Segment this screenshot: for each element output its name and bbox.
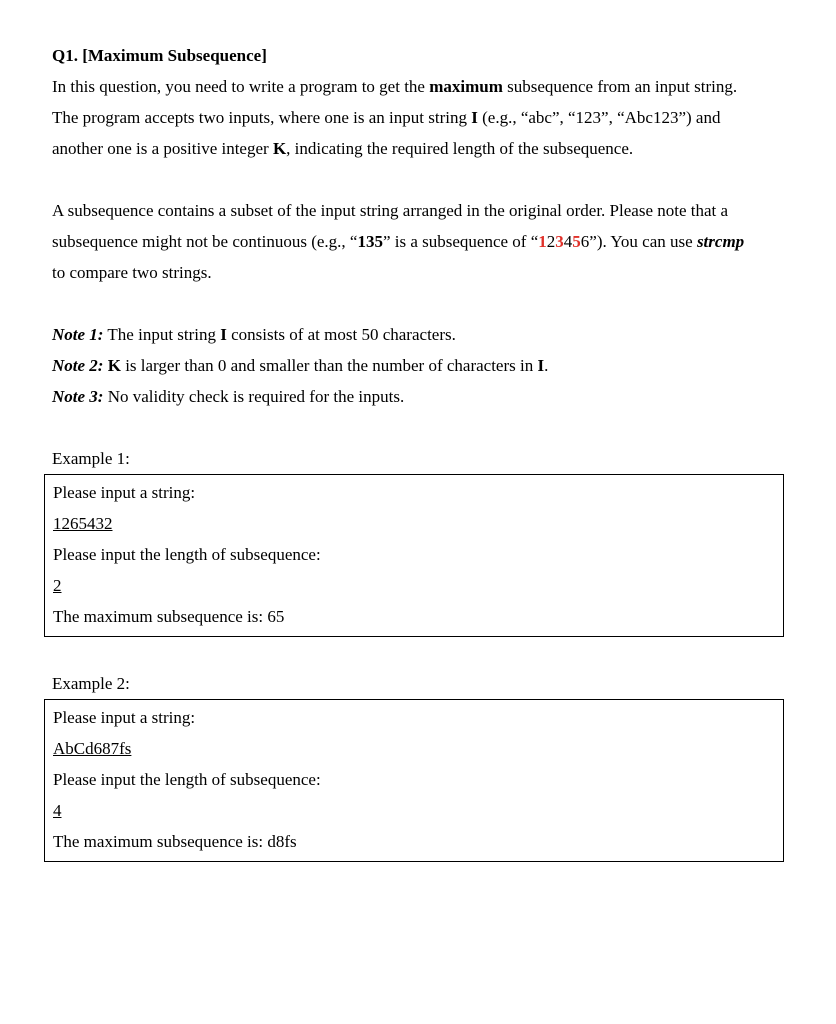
text-segment: In this question, you need to write a program to get the: [52, 77, 430, 96]
question-title: Q1. [Maximum Subsequence]: [52, 46, 267, 65]
text-segment: ” is a subsequence of “: [382, 232, 539, 251]
highlight-digit: 5: [572, 232, 581, 251]
example-2-console: [44, 699, 784, 862]
note-3: [52, 381, 792, 412]
console-prompt-length: Please input the length of subsequence:: [53, 545, 321, 564]
text-segment: , indicating the required length of the subsequence.: [286, 139, 634, 158]
paragraph-line-6: to compare two strings.: [52, 263, 212, 282]
text-segment: another one is a positive integer: [52, 139, 273, 158]
text-segment: consists of at most 50 characters.: [226, 325, 456, 344]
paragraph-line-1: [52, 71, 792, 102]
paragraph-line-3: [52, 133, 792, 164]
console-input-length: 4: [53, 801, 62, 820]
text-segment: .: [544, 356, 549, 375]
example-1-label: Example 1:: [52, 449, 130, 468]
bold-135: 135: [357, 232, 383, 251]
bold-K: K: [107, 356, 121, 375]
note-2: [52, 350, 792, 381]
note-label: Note 3:: [52, 387, 104, 406]
text-segment: The program accepts two inputs, where one is an input string: [52, 108, 472, 127]
document-page: [52, 40, 792, 862]
spacer: [52, 164, 792, 195]
spacer: [52, 288, 792, 319]
spacer: [52, 412, 792, 443]
bold-I: I: [537, 356, 545, 375]
console-prompt-string: Please input a string:: [53, 708, 196, 727]
note-label: Note 2:: [52, 356, 104, 375]
digit: 4: [563, 232, 573, 251]
bold-I: I: [220, 325, 227, 344]
text-segment: No validity check is required for the inputs.: [103, 387, 405, 406]
paragraph-line-2: [52, 102, 792, 133]
paragraph-line-5: [52, 226, 792, 257]
highlight-digit: 3: [555, 232, 564, 251]
console-prompt-string: Please input a string:: [53, 483, 196, 502]
bold-K: K: [272, 139, 287, 158]
example-2-label: Example 2:: [52, 674, 130, 693]
text-segment: The input string: [103, 325, 221, 344]
text-segment: is larger than 0 and smaller than the number of characters in: [120, 356, 538, 375]
highlight-digit: 1: [538, 232, 547, 251]
paragraph-line-4: A subsequence contains a subset of the input string arranged in the original order. Please note that a: [52, 201, 729, 220]
note-label: Note 1:: [52, 325, 104, 344]
console-input-length: 2: [53, 576, 62, 595]
console-input-string: 1265432: [53, 514, 113, 533]
digit: 2: [546, 232, 556, 251]
digit: 6: [580, 232, 590, 251]
text-segment: subsequence might not be continuous (e.g., “: [52, 232, 358, 251]
text-segment: subsequence from an input string.: [502, 77, 738, 96]
console-result: The maximum subsequence is: d8fs: [53, 832, 297, 851]
console-result: The maximum subsequence is: 65: [53, 607, 285, 626]
text-segment: (e.g., “abc”, “123”, “Abc123”) and: [477, 108, 721, 127]
bold-I: I: [471, 108, 478, 127]
console-prompt-length: Please input the length of subsequence:: [53, 770, 321, 789]
bold-maximum: maximum: [429, 77, 503, 96]
note-1: [52, 319, 792, 350]
strcmp-keyword: strcmp: [696, 232, 745, 251]
text-segment: ”). You can use: [589, 232, 697, 251]
example-1-console: [44, 474, 784, 637]
spacer: [52, 637, 792, 668]
console-input-string: AbCd687fs: [53, 739, 132, 758]
